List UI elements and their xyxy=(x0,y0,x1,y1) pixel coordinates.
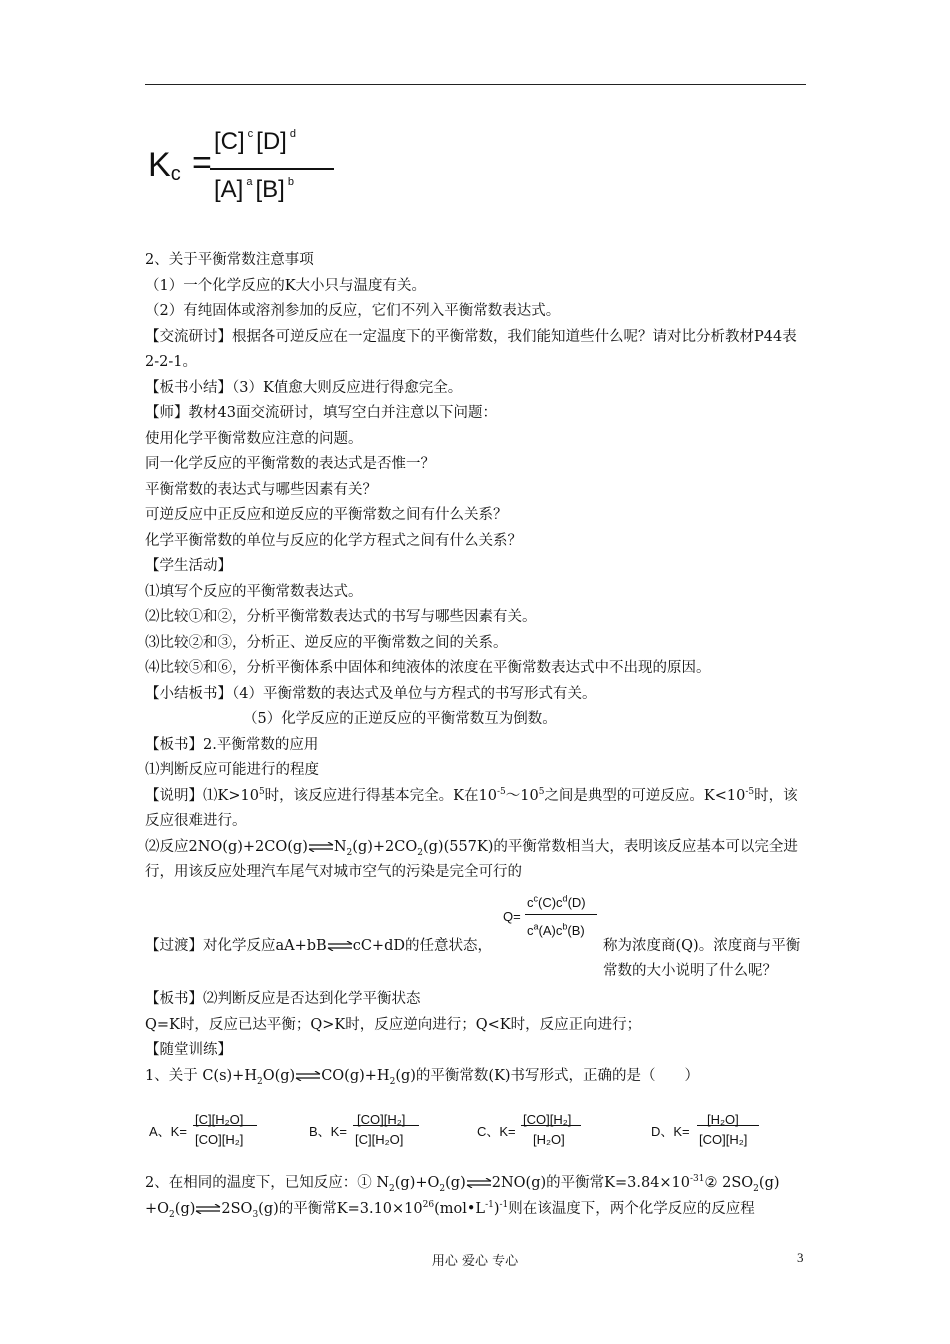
equilibrium-arrow-icon xyxy=(327,941,353,951)
q-formula: Q= $c^c(C)c^d(D)$ $c^a(A)c^b(B)$ xyxy=(503,886,603,942)
text-line: 【板书小结】（3）K值愈大则反应进行得愈完全。 xyxy=(145,379,463,396)
text-line: 1、关于 $C(s)+H_2O(g)$ $CO(g)+H_2(g)$的平衡常数(K)书写形式，正确的是（ ） xyxy=(145,1067,700,1087)
text-line: （5）化学反应的正逆反应的平衡常数互为倒数。 xyxy=(243,711,557,727)
kc-equals: = xyxy=(192,144,212,182)
text-line: 【随堂训练】 xyxy=(145,1042,232,1058)
text-line: 同一化学反应的平衡常数的表达式是否惟一？ xyxy=(145,456,435,472)
kc-denominator: [A] $^a$ [B] $^b$ xyxy=(214,176,294,203)
equilibrium-arrow-icon xyxy=(308,842,334,852)
body-text xyxy=(145,248,810,1222)
text-line: （2）有纯固体或溶剂参加的反应，它们不列入平衡常数表达式。 xyxy=(145,303,561,319)
q-fraction-bar xyxy=(525,914,597,915)
text-line: 可逆反应中正反应和逆反应的平衡常数之间有什么关系？ xyxy=(145,507,508,523)
equilibrium-arrow-icon xyxy=(295,1071,321,1081)
text-line: $+O_2(g)$ $2SO_3(g)$的平衡常$K=3.10\times 10^{26}(mol•L^{-1})^{-1}$则在该温度下，两个化学反应的反应程 xyxy=(145,1199,755,1220)
answer-options: A、K= [C][H₂O] [CO][H₂] B、K= [CO][H₂] [C][H₂O] C、K= [CO][H₂] [H₂O] D、K= [H₂O] [CO][H₂] xyxy=(145,1101,810,1161)
kc-formula xyxy=(148,128,348,218)
q-numerator: $c^c(C)c^d(D)$ xyxy=(527,893,586,910)
text-line: ⑴填写个反应的平衡常数表达式。 xyxy=(145,583,363,600)
equilibrium-arrow-icon xyxy=(466,1178,492,1188)
kc-symbol: $K_c$ xyxy=(148,146,181,185)
footer-slogan: 用心 爱心 专心 xyxy=(431,1254,519,1269)
text-line: ⑶比较②和③，分析正、逆反应的平衡常数之间的关系。 xyxy=(145,634,508,651)
text-line: 2、关于平衡常数注意事项 xyxy=(145,252,314,268)
equilibrium-arrow-icon xyxy=(195,1204,221,1214)
text-line: Q=K时，反应已达平衡；Q>K时，反应逆向进行；Q<K时，反应正向进行； xyxy=(145,1016,642,1033)
text-line: 化学平衡常数的单位与反应的化学方程式之间有什么关系？ xyxy=(145,532,522,549)
text-line: ⑵反应2NO(g)+2CO(g) $N_2(g)+2CO_2(g)(557K)$的平衡常数相当大，表明该反应基本可以完全进行，用该反应处理汽车尾气对城市空气的污染是完全可行的 xyxy=(145,838,798,880)
q-definition-line: Q= $c^c(C)c^d(D)$ $c^a(A)c^b(B)$ 【过渡】对化学反应aA+bB cC+dD的任意状态， 称为浓度商(Q)。浓度商与平衡常数的大小说明了什么呢？ xyxy=(145,886,810,962)
text-line: 使用化学平衡常数应注意的问题。 xyxy=(145,430,363,447)
text-line: 【学生活动】 xyxy=(145,558,232,574)
text-line: ⑴判断反应可能进行的程度 xyxy=(145,762,319,778)
text-line: 2、在相同的温度下，已知反应：① $N_2(g)+O_2(g)$ 2NO(g)的平衡常$K=3.84\times 10^{-31}②$ $2SO_2(g)$ xyxy=(145,1174,780,1194)
text-line: 【小结板书】（4）平衡常数的表达式及单位与方程式的书写形式有关。 xyxy=(145,685,597,702)
text-line: 【板书】2.平衡常数的应用 xyxy=(145,736,319,753)
page-number: 3 xyxy=(797,1250,804,1265)
text-line: 【师】教材43面交流研讨，填写空白并注意以下问题： xyxy=(145,405,497,421)
text-line: ⑷比较⑤和⑥，分析平衡体系中固体和纯液体的浓度在平衡常数表达式中不出现的原因。 xyxy=(145,660,711,676)
text-line: 【板书】⑵判断反应是否达到化学平衡状态 xyxy=(145,991,421,1007)
text-line: 【交流研讨】根据各可逆反应在一定温度下的平衡常数，我们能知道些什么呢？请对比分析教材P44表2-2-1。 xyxy=(145,328,797,370)
header-rule xyxy=(145,84,806,85)
kc-numerator: [C] $^c$ [D] $^d$ xyxy=(214,128,296,155)
kc-fraction-bar xyxy=(210,168,334,170)
text-line: 平衡常数的表达式与哪些因素有关？ xyxy=(145,481,377,498)
text-line: （1）一个化学反应的K大小只与温度有关。 xyxy=(145,277,427,294)
text-line: 【说明】$⑴K>10^5$时，该反应进行得基本完全。K在$10^{-5}\sim 10^5$之间是典型的可逆反应。$K<10^{-5}$时，该反应很难进行。 xyxy=(145,786,798,829)
text-line: ⑵比较①和②，分析平衡常数表达式的书写与哪些因素有关。 xyxy=(145,609,537,625)
q-denominator: $c^a(A)c^b(B)$ xyxy=(527,921,585,938)
